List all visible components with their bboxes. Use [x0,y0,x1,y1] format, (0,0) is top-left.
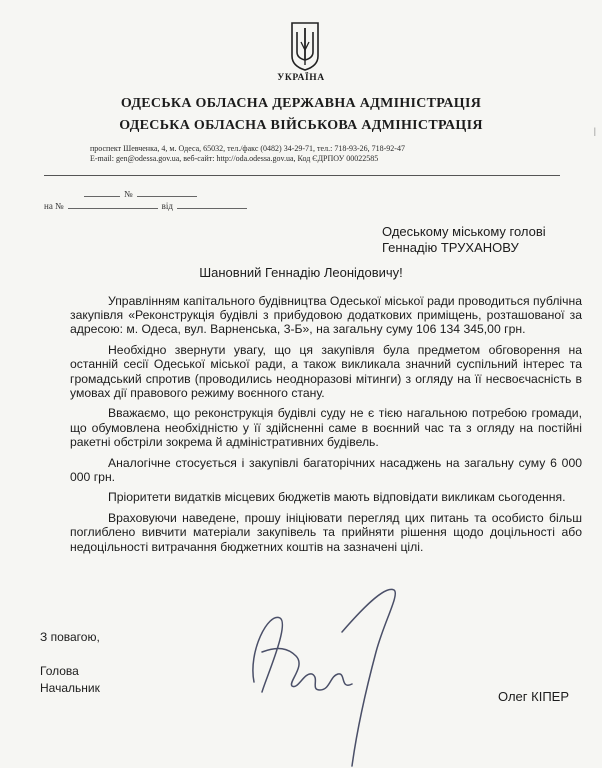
salutation: Шановний Геннадію Леонідовичу! [199,265,403,280]
incoming-reference-field [44,200,251,211]
signer-position-1: Голова [40,664,79,678]
signer-name: Олег КІПЕР [498,689,570,704]
trident-emblem-icon [289,20,321,72]
paragraph: Пріоритети видатків місцевих бюджетів мають відповідати викликам сьогодення. [108,490,566,505]
outgoing-number-field [80,189,201,199]
paragraph: Вважаємо, що реконструкція будівлі суду не є тією нагальною потребою громади, що обумовлена необхідністю у її здійсненні саме в воєнний час та з огляду на постійні ракетні обстріли зокрема й адміністративних будівель. [70,406,582,449]
margin-mark: | [594,126,596,136]
addressee-line-1: Одеському міському голові [382,224,546,239]
signer-position-2: Начальник [40,681,100,695]
country-label: УКРАЇНА [277,73,325,83]
addressee-line-2: Геннадію ТРУХАНОВУ [382,240,519,255]
contacts-address: проспект Шевченка, 4, м. Одеса, 65032, тел./факс (0482) 34-29-71, тел.: 718-93-26, 718-92-47 [90,144,405,153]
contacts-block [90,144,540,163]
paragraph: Управлінням капітального будівництва Одеської міської ради проводиться публічна закупівля «Реконструкція будівлі з прибудовою додаткових приміщень, розташованої за адресою: м. Одеса, вул. Варненська, 3-Б», на загальну суму 106 134 345,00 грн. [70,294,582,337]
contacts-email-site: E-mail: gen@odessa.gov.ua, веб-сайт: http://oda.odessa.gov.ua, Код ЄДРПОУ 00022585 [90,153,379,163]
vid-label: від [161,201,173,211]
letter-body [70,294,582,560]
organization-title-2: ОДЕСЬКА ОБЛАСНА ВІЙСЬКОВА АДМІНІСТРАЦІЯ [119,118,483,133]
closing-regards: З повагою, [40,630,100,644]
addressee-block [382,224,546,256]
paragraph: Необхідно звернути увагу, що ця закупівля була предметом обговорення на останній сесії Одеської міської ради, а також викликала значний суспільний інтерес та громадський спротив (проводились неодноразові мітинги) з огляду на її несвоєчасність в умовах дії правового режиму воєнного стану. [70,343,582,400]
na-prefix: на № [44,201,64,211]
number-mark: № [124,189,133,199]
header-divider [44,175,560,176]
paragraph: Аналогічне стосується і закупівлі багаторічних насаджень на загальну суму 6 000 000 грн. [70,455,582,484]
handwritten-signature [218,582,418,768]
paragraph: Враховуючи наведене, прошу ініціювати перегляд цих питань та особисто більш поглиблено вивчити матеріали закупівель та прийняти рішення щодо доцільності або недоцільності витрачання бюджетних коштів на зазначені цілі. [70,511,582,554]
organization-title-1: ОДЕСЬКА ОБЛАСНА ДЕРЖАВНА АДМІНІСТРАЦІЯ [120,96,482,111]
